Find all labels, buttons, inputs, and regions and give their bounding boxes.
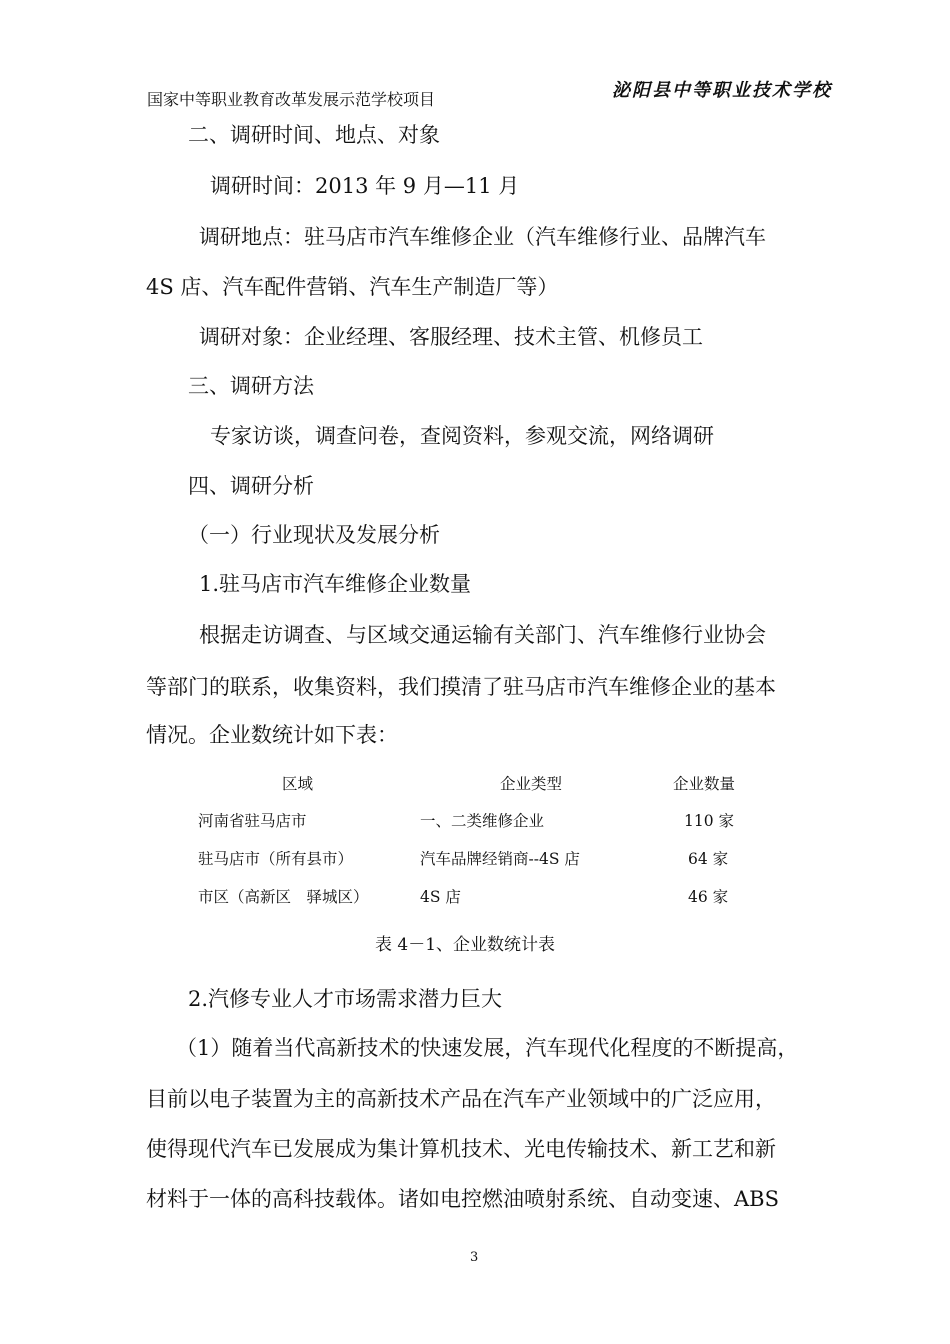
item-2-title: 2.汽修专业人才市场需求潜力巨大 bbox=[188, 987, 503, 1011]
subsection-1-title: （一）行业现状及发展分析 bbox=[188, 523, 440, 547]
table-cell: 46 家 bbox=[688, 888, 729, 906]
survey-time: 调研时间：2013 年 9 月—11 月 bbox=[210, 174, 520, 198]
section-4-title: 四、调研分析 bbox=[188, 474, 314, 498]
paragraph-2-line-2: 目前以电子装置为主的高新技术产品在汽车产业领域中的广泛应用， bbox=[146, 1087, 776, 1111]
paragraph-1-line-1: 根据走访调查、与区域交通运输有关部门、汽车维修行业协会 bbox=[199, 623, 766, 647]
paragraph-1-line-2: 等部门的联系，收集资料，我们摸清了驻马店市汽车维修企业的基本 bbox=[146, 675, 776, 699]
header-project-name: 国家中等职业教育改革发展示范学校项目 bbox=[147, 90, 436, 109]
table-header-type: 企业类型 bbox=[500, 775, 563, 793]
survey-method: 专家访谈，调查问卷，查阅资料，参观交流，网络调研 bbox=[210, 424, 714, 448]
table-header-count: 企业数量 bbox=[673, 775, 736, 793]
table-cell: 64 家 bbox=[688, 850, 729, 868]
table-header-region: 区域 bbox=[282, 775, 314, 793]
survey-place-line-1: 调研地点：驻马店市汽车维修企业（汽车维修行业、品牌汽车 bbox=[199, 225, 766, 249]
section-2-title: 二、调研时间、地点、对象 bbox=[188, 123, 440, 147]
page-number: 3 bbox=[470, 1250, 479, 1265]
paragraph-2-line-4: 材料于一体的高科技载体。诸如电控燃油喷射系统、自动变速、ABS bbox=[146, 1187, 779, 1211]
paragraph-1-line-3: 情况。企业数统计如下表： bbox=[146, 723, 398, 747]
item-1-title: 1.驻马店市汽车维修企业数量 bbox=[199, 572, 472, 596]
paragraph-2-line-1: （1）随着当代高新技术的快速发展，汽车现代化程度的不断提高， bbox=[176, 1036, 799, 1060]
section-3-title: 三、调研方法 bbox=[188, 374, 314, 398]
survey-place-line-2: 4S 店、汽车配件营销、汽车生产制造厂等） bbox=[146, 275, 559, 299]
paragraph-2-line-3: 使得现代汽车已发展成为集计算机技术、光电传输技术、新工艺和新 bbox=[146, 1137, 776, 1161]
table-cell: 4S 店 bbox=[420, 888, 461, 906]
table-cell: 一、二类维修企业 bbox=[420, 812, 545, 830]
table-caption: 表 4－1、企业数统计表 bbox=[375, 935, 556, 955]
table-cell: 110 家 bbox=[684, 812, 735, 830]
table-cell: 驻马店市（所有县市） bbox=[198, 850, 354, 868]
table-cell: 河南省驻马店市 bbox=[198, 812, 307, 830]
table-cell: 汽车品牌经销商--4S 店 bbox=[420, 850, 580, 868]
header-school-name: 泌阳县中等职业技术学校 bbox=[612, 80, 832, 101]
survey-target: 调研对象：企业经理、客服经理、技术主管、机修员工 bbox=[199, 325, 703, 349]
table-cell: 市区（高新区 驿城区） bbox=[198, 888, 369, 906]
